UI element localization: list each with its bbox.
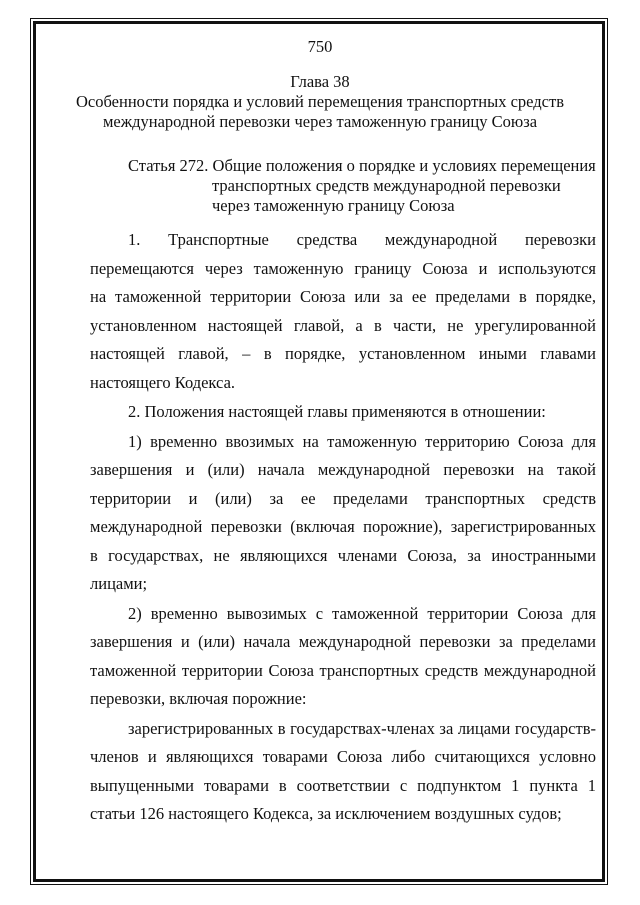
article-body [90, 226, 596, 830]
paragraph-5 [90, 715, 596, 829]
chapter-title: Глава 38 [290, 72, 350, 91]
page-number: 750 [307, 37, 333, 56]
article-title-line-2: транспортных средств международной перевозки [212, 176, 561, 195]
paragraph-line: настоящей главой, – в порядке, установленном иными главами [90, 344, 596, 363]
article-heading [128, 156, 608, 216]
paragraph-line: перевозки, включая порожние: [90, 689, 307, 708]
paragraph-line: международной перевозки (включая порожние), зарегистрированных [90, 517, 596, 536]
paragraph-line: выпущенными товарами в соответствии с подпунктом 1 пункта 1 [90, 775, 596, 795]
paragraph-line: перемещаются через таможенную границу Союза и используются [90, 258, 596, 278]
paragraph-line: 2) временно вывозимых с таможенной территории Союза для [128, 603, 596, 623]
paragraph-line: статьи 126 настоящего Кодекса, за исключением воздушных судов; [90, 804, 562, 823]
paragraph-line: в государствах, не являющихся членами Союза, за иностранными [90, 545, 596, 565]
chapter-subtitle-line-2: международной перевозки через таможенную границу Союза [102, 112, 538, 131]
paragraph-2 [90, 398, 596, 427]
paragraph-line: 1) временно ввозимых на таможенную территорию Союза для [128, 431, 596, 451]
paragraph-line: 1. Транспортные средства международной перевозки [128, 230, 596, 249]
paragraph-line: таможенной территории Союза транспортных средств международной [90, 660, 596, 680]
paragraph-1 [90, 226, 596, 397]
paragraph-line: завершения и (или) начала международной перевозки на такой [90, 460, 596, 479]
paragraph-4 [90, 600, 596, 714]
paragraph-line: 2. Положения настоящей главы применяются в отношении: [128, 402, 546, 421]
paragraph-line: завершения и (или) начала международной перевозки за пределами [90, 632, 596, 651]
paragraph-line: зарегистрированных в государствах-членах за лицами государств- [128, 718, 596, 738]
chapter-subtitle-line-1: Особенности порядка и условий перемещения транспортных средств [76, 92, 564, 111]
chapter-heading [0, 72, 640, 132]
paragraph-line: членов и являющихся товарами Союза либо считающихся условно [90, 747, 596, 766]
paragraph-line: лицами; [90, 574, 148, 593]
article-title-line-1: Статья 272. Общие положения о порядке и условиях перемещения [128, 156, 596, 175]
paragraph-line: территории и (или) за ее пределами транспортных средств [90, 488, 596, 508]
paragraph-line: на таможенной территории Союза или за ее пределами в порядке, [90, 287, 596, 306]
paragraph-3 [90, 428, 596, 599]
paragraph-line: настоящего Кодекса. [90, 372, 236, 392]
paragraph-line: установленном настоящей главой, а в части, не урегулированной [90, 315, 596, 335]
article-title-line-3: через таможенную границу Союза [212, 196, 455, 215]
